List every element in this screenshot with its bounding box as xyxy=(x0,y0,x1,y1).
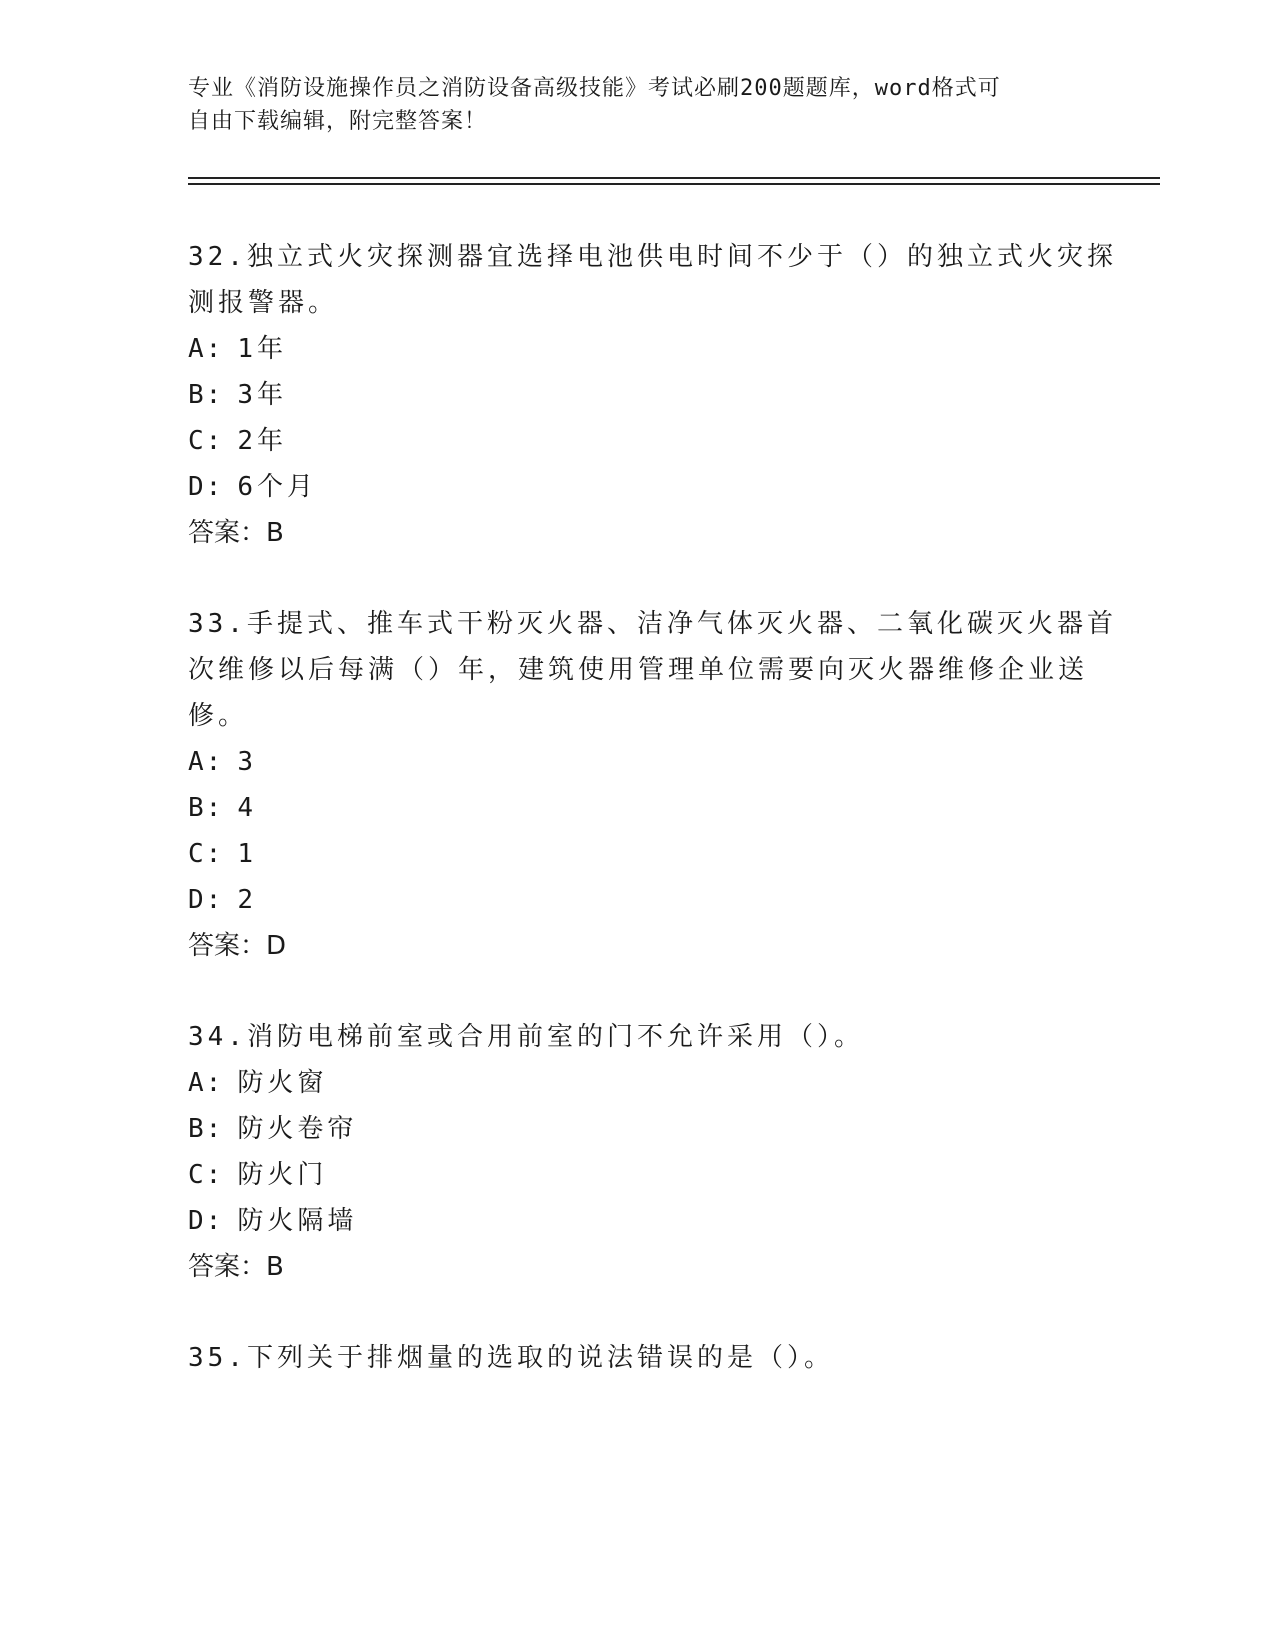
question-32 xyxy=(188,234,1117,556)
question-stem-line: 34.消防电梯前室或合用前室的门不允许采用（）。 xyxy=(188,1022,864,1052)
option-key: B: xyxy=(188,1114,224,1144)
question-stem-line: 33.手提式、推车式干粉灭火器、洁净气体灭火器、二氧化碳灭火器首 xyxy=(188,609,1117,639)
option-d xyxy=(188,464,1088,510)
question-stem xyxy=(188,234,1117,326)
option-text: 3年 xyxy=(237,380,287,410)
option-key: A: xyxy=(188,747,224,777)
question-stem-line: 修。 xyxy=(188,701,249,731)
option-a xyxy=(188,739,1088,785)
question-stem xyxy=(188,1014,1088,1060)
option-b xyxy=(188,785,1088,831)
header-divider-bottom xyxy=(188,183,1160,185)
option-text: 6个月 xyxy=(237,472,317,502)
option-text: 1 xyxy=(237,839,257,869)
option-text: 防火窗 xyxy=(237,1068,328,1098)
option-c xyxy=(188,1152,1088,1198)
option-key: A: xyxy=(188,1068,224,1098)
question-34 xyxy=(188,1014,1088,1290)
option-text: 3 xyxy=(237,747,257,777)
question-stem xyxy=(188,1335,1088,1381)
option-text: 4 xyxy=(237,793,257,823)
option-text: 防火隔墙 xyxy=(237,1206,358,1236)
option-key: C: xyxy=(188,839,224,869)
option-text: 2年 xyxy=(237,426,287,456)
option-key: D: xyxy=(188,472,224,502)
header-line-1: 专业《消防设施操作员之消防设备高级技能》考试必刷200题题库，word格式可 xyxy=(188,76,1001,101)
option-key: C: xyxy=(188,426,224,456)
question-33 xyxy=(188,601,1117,969)
option-d xyxy=(188,1198,1088,1244)
option-text: 防火门 xyxy=(237,1160,328,1190)
option-a xyxy=(188,326,1088,372)
option-c xyxy=(188,831,1088,877)
question-stem xyxy=(188,601,1117,739)
question-stem-line: 次维修以后每满（）年，建筑使用管理单位需要向灭火器维修企业送 xyxy=(188,655,1089,685)
option-key: C: xyxy=(188,1160,224,1190)
question-35 xyxy=(188,1335,1088,1381)
answer-line: 答案：D xyxy=(188,931,287,961)
question-stem-line: 35.下列关于排烟量的选取的说法错误的是（）。 xyxy=(188,1343,834,1373)
option-key: D: xyxy=(188,1206,224,1236)
header-line-2: 自由下载编辑，附完整答案！ xyxy=(188,109,488,134)
option-text: 防火卷帘 xyxy=(237,1114,358,1144)
option-key: A: xyxy=(188,334,224,364)
option-c xyxy=(188,418,1088,464)
option-key: B: xyxy=(188,793,224,823)
option-text: 2 xyxy=(237,885,257,915)
option-b xyxy=(188,372,1088,418)
question-stem-line: 32.独立式火灾探测器宜选择电池供电时间不少于（）的独立式火灾探 xyxy=(188,242,1117,272)
option-key: D: xyxy=(188,885,224,915)
answer-line: 答案：B xyxy=(188,518,284,548)
option-d xyxy=(188,877,1088,923)
answer-line: 答案：B xyxy=(188,1252,284,1282)
option-a xyxy=(188,1060,1088,1106)
header-divider-top xyxy=(188,177,1160,179)
document-header xyxy=(188,72,1068,138)
option-text: 1年 xyxy=(237,334,287,364)
option-b xyxy=(188,1106,1088,1152)
question-stem-line: 测报警器。 xyxy=(188,288,339,318)
option-key: B: xyxy=(188,380,224,410)
